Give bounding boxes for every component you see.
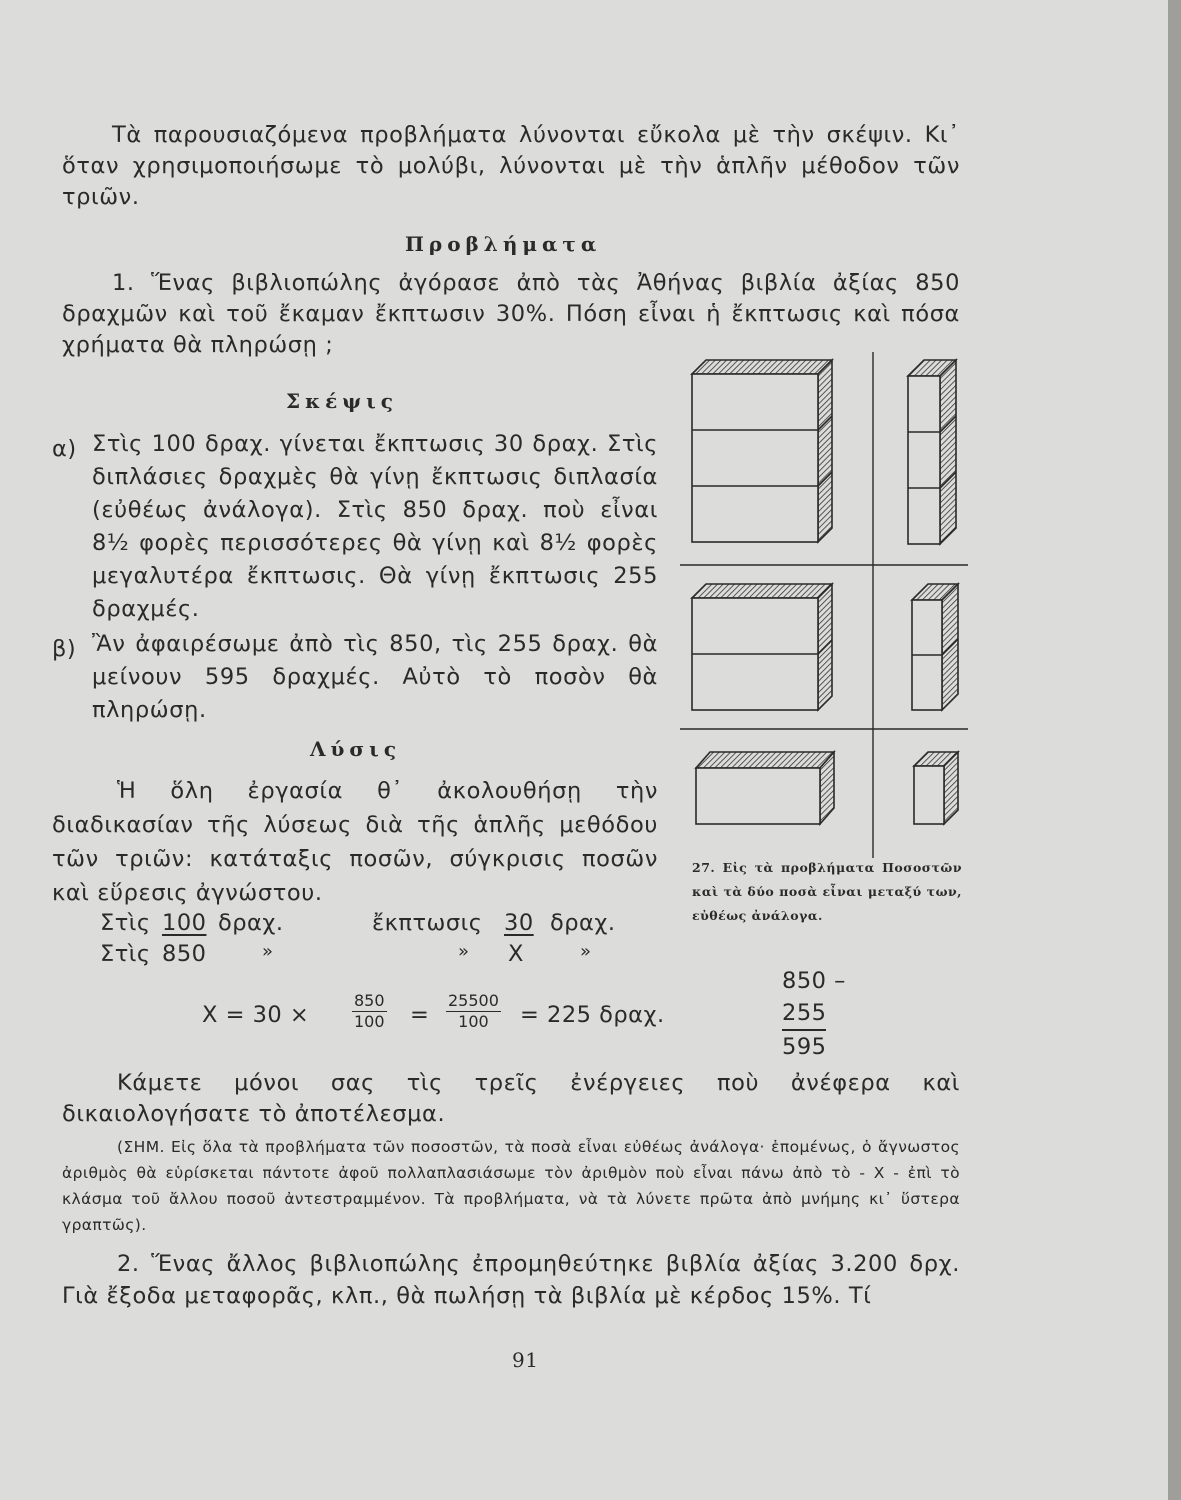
small-stack-3 (908, 360, 956, 544)
thinking-b-label: β) (52, 636, 77, 662)
thinking-a-label: α) (52, 436, 77, 462)
heading-thinking: Σκέψις (286, 389, 398, 413)
problem-1: 1. Ἕνας βιβλιοπώλης ἀγόρασε ἀπὸ τὰς Ἀθήνας βιβλία ἀξίας 850 δραχμῶν καὶ τοῦ ἔκαμαν ἔκπτωσιν 30%. Πόση εἶναι ἡ ἔκπτωσις καὶ πόσα χρήματα θὰ πληρώσῃ ; (62, 270, 960, 358)
large-stack-1 (696, 752, 834, 824)
fraction-2-denominator: 100 (458, 1012, 489, 1031)
note-paragraph: (ΣΗΜ. Εἰς ὅλα τὰ προβλήματα τῶν ποσοστῶν, τὰ ποσὰ εἶναι εὐθέως ἀνάλογα· ἑπομένως, ὁ ἄγνωστος ἀριθμὸς θὰ εὑρίσκεται πάντοτε ἀφοῦ πολλαπλασιάσωμε τὸν ἀριθμὸν ποὺ εἶναι πάνω ἀπὸ τὸ - X - ἐπὶ τὸ κλάσμα τοῦ ἄλλου ποσοῦ ἀντεστραμμένον. Τὰ προβλήματα, νὰ τὰ λύνετε πρῶτα ἀπὸ μνήμης κι᾽ ὕστερα γραπτῶς). (62, 1138, 960, 1234)
setup-row2-ditto3: » (580, 941, 592, 962)
intro-paragraph: Τὰ παρουσιαζόμενα προβλήματα λύνονται εὔκολα μὲ τὴν σκέψιν. Κι᾽ ὅταν χρησιμοποιήσωμε τὸ μολύβι, λύνονται μὲ τὴν ἁπλῆν μέθοδον τῶν τριῶν. (62, 122, 960, 210)
setup-row1-amount: 100 (162, 910, 207, 936)
fraction-2-numerator: 25500 (448, 991, 499, 1010)
small-stack-1 (914, 752, 958, 824)
page-number: 91 (512, 1348, 539, 1372)
subtraction-middle: 255 (782, 1000, 827, 1026)
setup-row1-unit2: δραχ. (550, 910, 616, 936)
heading-solution: Λύσις (310, 737, 401, 761)
small-stack-2 (912, 584, 958, 710)
setup-row2-ditto1: » (262, 941, 274, 962)
setup-row2-value: X (508, 941, 524, 967)
setup-row2-left: Στὶς (100, 941, 151, 967)
fraction-1-denominator: 100 (354, 1012, 385, 1031)
setup-row1-value: 30 (504, 910, 534, 936)
setup-row2-ditto2: » (458, 941, 470, 962)
fraction-1-numerator: 850 (354, 991, 385, 1010)
problem-2: 2. Ἕνας ἄλλος βιβλιοπώλης ἐπρομηθεύτηκε βιβλία ἀξίας 3.200 δρχ. Γιὰ ἔξοδα μεταφορᾶς, κλπ., θὰ πωλήσῃ τὰ βιβλία μὲ κέρδος 15%. Τί (62, 1251, 960, 1309)
thinking-a-text: Στὶς 100 δραχ. γίνεται ἔκπτωσις 30 δραχ. Στὶς διπλάσιες δραχμὲς θὰ γίνῃ ἔκπτωσις διπλασία (εὐθέως ἀνάλογα). Στὶς 850 δραχ. ποὺ εἶναι 8½ φορὲς περισσότερες θὰ γίνῃ καὶ 8½ φορὲς μεγαλυτέρα ἔκπτωσις. Θὰ γίνῃ ἔκπτωσις 255 δραχμές. (92, 431, 658, 622)
large-stack-3 (692, 360, 832, 542)
heading-problems: Προβλήματα (405, 232, 602, 256)
setup-row2-amount: 850 (162, 941, 207, 967)
setup-row1-unit: δραχ. (218, 910, 284, 936)
equation-rhs: = 225 δραχ. (520, 1002, 665, 1028)
thinking-b-text: Ἂν ἀφαιρέσωμε ἀπὸ τὶς 850, τὶς 255 δραχ. θὰ μείνουν 595 δραχμές. Αὐτὸ τὸ ποσὸν θὰ πληρώσῃ. (92, 631, 658, 723)
subtraction-result: 595 (782, 1034, 827, 1060)
large-stack-2 (692, 584, 832, 710)
instruction-paragraph: Κάμετε μόνοι σας τὶς τρεῖς ἐνέργειες ποὺ ἀνέφερα καὶ δικαιολογήσατε τὸ ἀποτέλεσμα. (62, 1070, 960, 1127)
setup-row1-left: Στὶς (100, 910, 151, 936)
figure-caption: 27. Εἰς τὰ προβλήματα Ποσοστῶν καὶ τὰ δύο ποσὰ εἶναι μεταξύ των, εὐθέως ἀνάλογα. (692, 860, 962, 923)
equation-lhs: X = 30 × (202, 1002, 310, 1028)
subtraction-top: 850 – (782, 968, 846, 994)
setup-row1-mid: ἔκπτωσις (372, 910, 483, 936)
equation-equals: = (410, 1002, 430, 1028)
solution-text: Ἡ ὅλη ἐργασία θ᾽ ἀκολουθήσῃ τὴν διαδικασίαν τῆς λύσεως διὰ τῆς ἁπλῆς μεθόδου τῶν τριῶν: κατάταξις ποσῶν, σύγκρισις ποσῶν καὶ εὕρεσις ἀγνώστου. (52, 778, 658, 906)
